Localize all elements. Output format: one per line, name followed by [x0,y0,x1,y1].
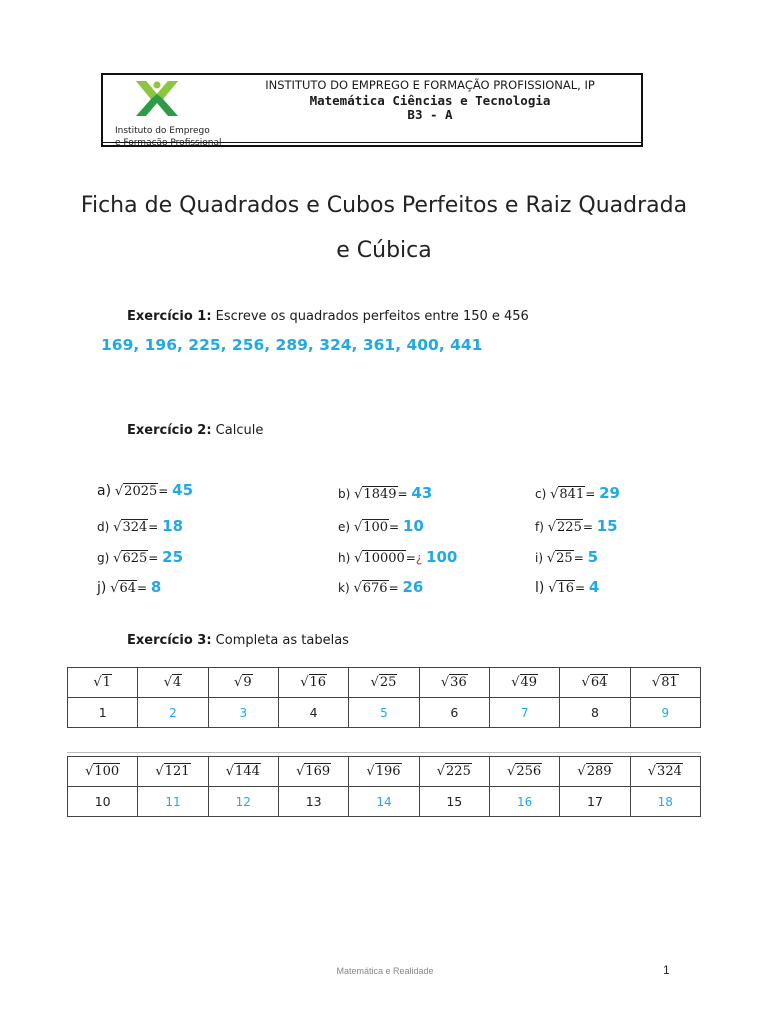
sqrt-icon: √ [577,764,586,779]
sqrt-expression [354,550,406,566]
calc-answer: 25 [162,548,184,566]
sqrt-icon: √ [354,551,363,566]
calc-item-label: d) [97,520,110,534]
sqrt-icon: √ [436,764,446,779]
radicand: 10000 [363,551,405,566]
sqrt-expression [548,580,575,596]
sqrt-expression [547,550,574,566]
sqrt-icon: √ [300,675,309,690]
equals-sign: = [148,520,159,534]
answer-cell: 9 [630,698,700,728]
calc-answer: 45 [172,481,194,499]
radicand-cell [560,668,630,698]
calc-answer: 26 [402,578,424,596]
calc-answer: 4 [588,578,600,596]
footer-text: Matemática e Realidade [336,966,434,976]
answer-cell: 3 [208,698,278,728]
radicand: 196 [375,764,401,779]
sqrt-icon: √ [366,764,375,779]
calc-item [97,548,183,566]
sqrt-icon: √ [647,764,657,779]
sqrt-icon: √ [546,551,556,566]
given-cell: 10 [68,787,138,817]
radicand-row [68,668,701,698]
equals-sign: = [137,581,148,595]
result-row [68,787,701,817]
radicand: 676 [362,581,388,596]
radicand: 1849 [363,487,397,502]
sqrt-expression [113,550,148,566]
sqrt-expression [353,580,388,596]
radicand: 36 [450,675,467,690]
radicand-cell [560,757,630,787]
calc-item-label: i) [535,551,544,565]
radicand-cell [349,668,419,698]
radicand-cell [138,757,208,787]
radicand: 225 [557,520,582,535]
sqrt-icon: √ [353,520,363,535]
answer-cell: 12 [208,787,278,817]
radicand: 9 [243,675,252,690]
equals-sign: = [573,551,584,565]
equals-sign: = [585,487,596,501]
iefp-logo-icon [134,78,180,118]
calc-answer: 8 [150,578,162,596]
radicand: 16 [557,581,575,596]
radicand: 100 [363,520,389,535]
sqrt-icon: √ [651,675,661,690]
radicand-cell [208,668,278,698]
given-cell: 13 [278,787,348,817]
sqrt-expression [354,486,397,502]
calc-item-label: f) [535,520,544,534]
calc-item [338,517,424,535]
calc-item-label: k) [338,581,350,595]
given-cell: 8 [560,698,630,728]
calc-item [97,481,193,499]
radicand-cell [278,668,348,698]
given-cell: 17 [560,787,630,817]
calc-answer: 100 [426,548,458,566]
page-title-line2: e Cúbica [336,238,432,263]
sqrt-icon: √ [548,581,557,596]
radicand-cell [68,757,138,787]
sqrt-icon: √ [354,487,363,502]
equals-sign: = [388,581,399,595]
radicand-cell [489,668,559,698]
sqrt-icon: √ [511,675,520,690]
answer-cell: 11 [138,787,208,817]
answer-cell: 16 [489,787,559,817]
radicand: 144 [235,764,260,779]
sqrt-icon: √ [163,675,172,690]
radicand-cell [489,757,559,787]
calc-answer: 18 [162,517,184,535]
calc-item-label: g) [97,551,110,565]
calc-answer: 10 [402,517,424,535]
answer-cell: 2 [138,698,208,728]
calc-item [338,548,457,566]
radicand: 25 [556,551,573,566]
radicand: 324 [122,520,148,535]
calc-item [535,484,620,502]
calc-answer: 29 [599,484,620,502]
given-cell: 4 [278,698,348,728]
equals-sign: = [575,581,586,595]
equals-sign: = [389,520,400,534]
radicand: 49 [520,675,538,690]
sqrt-icon: √ [113,520,122,535]
radicand-row [68,757,701,787]
calc-item-label: a) [97,483,112,499]
radicand: 25 [379,675,397,690]
sqrt-expression [354,519,389,535]
calc-answer: 43 [411,484,433,502]
radicand: 841 [559,487,585,502]
sqrt-expression [110,580,137,596]
module-code: B3 - A [407,107,453,122]
page-number: 1 [663,963,670,977]
squares-table-1 [67,667,701,728]
result-row [68,698,701,728]
equals-sign: = [582,520,593,534]
calc-item-label: l) [535,580,545,596]
radicand-cell [419,668,489,698]
exercise1-answer: 169, 196, 225, 256, 289, 324, 361, 400, 441 [101,336,483,354]
sqrt-icon: √ [113,551,122,566]
page-title-line1: Ficha de Quadrados e Cubos Perfeitos e Raiz Quadrada [80,193,688,218]
radicand-cell [138,668,208,698]
sqrt-icon: √ [93,675,102,690]
sqrt-expression [550,486,585,502]
radicand: 289 [586,764,612,779]
squares-table-2 [67,756,701,817]
institute-name: INSTITUTO DO EMPREGO E FORMAÇÃO PROFISSIONAL, IP [265,78,595,92]
radicand: 324 [657,764,682,779]
given-cell: 1 [68,698,138,728]
radicand: 2025 [124,484,158,499]
sqrt-icon: √ [225,764,235,779]
radicand: 225 [446,764,471,779]
calc-answer: 15 [596,517,618,535]
calc-item-label: b) [338,487,351,501]
radicand-cell [630,668,700,698]
equals-sign: = [148,551,159,565]
equals-sign: = [158,484,169,498]
course-name: Matemática Ciências e Tecnologia [309,93,551,108]
radicand: 64 [590,675,608,690]
calc-item-label: c) [535,487,547,501]
radicand-cell [278,757,348,787]
sqrt-icon: √ [440,675,450,690]
sqrt-expression [115,483,158,499]
radicand-cell [349,757,419,787]
radicand-cell [630,757,700,787]
answer-cell: 18 [630,787,700,817]
calc-answer: 5 [587,548,599,566]
calc-item-label: h) [338,551,351,565]
radicand-cell [208,757,278,787]
sqrt-icon: √ [234,675,243,690]
calc-item [338,578,423,596]
sqrt-icon: √ [85,764,94,779]
sqrt-expression [113,519,148,535]
calc-item [97,517,183,535]
radicand: 625 [122,551,148,566]
radicand: 169 [305,764,331,779]
radicand: 121 [164,764,190,779]
calc-item [535,548,598,566]
radicand: 81 [661,675,678,690]
radicand: 4 [173,675,182,690]
sqrt-expression [548,519,583,535]
answer-cell: 14 [349,787,419,817]
radicand: 64 [119,581,137,596]
sqrt-icon: √ [550,487,559,502]
exercise1-heading: Exercício 1: Escreve os quadrados perfeitos entre 150 e 456 [127,309,529,324]
radicand: 256 [516,764,542,779]
calc-item [97,578,161,596]
answer-cell: 7 [489,698,559,728]
calc-item [338,484,432,502]
logo-caption: Instituto do Emprego e Formação Profissional [115,126,222,148]
radicand-cell [68,668,138,698]
calc-item [535,517,618,535]
radicand: 16 [309,675,327,690]
calc-item-label: e) [338,520,351,534]
radicand-cell [419,757,489,787]
given-cell: 6 [419,698,489,728]
answer-cell: 5 [349,698,419,728]
calc-item [535,578,599,596]
inverted-question-mark: ¿ [415,551,423,565]
given-cell: 15 [419,787,489,817]
exercise3-heading: Exercício 3: Completa as tabelas [127,633,349,648]
equals-sign: = [405,551,416,565]
sqrt-icon: √ [581,675,590,690]
sqrt-icon: √ [353,581,362,596]
exercise2-heading: Exercício 2: Calcule [127,423,264,438]
sqrt-icon: √ [110,581,119,596]
table-separator [67,752,701,753]
sqrt-icon: √ [507,764,516,779]
radicand: 100 [94,764,120,779]
calc-item-label: j) [97,580,107,596]
sqrt-icon: √ [370,675,379,690]
equals-sign: = [397,487,408,501]
sqrt-icon: √ [114,484,124,499]
radicand: 1 [102,675,111,690]
sqrt-icon: √ [296,764,305,779]
sqrt-icon: √ [547,520,557,535]
sqrt-icon: √ [155,764,164,779]
